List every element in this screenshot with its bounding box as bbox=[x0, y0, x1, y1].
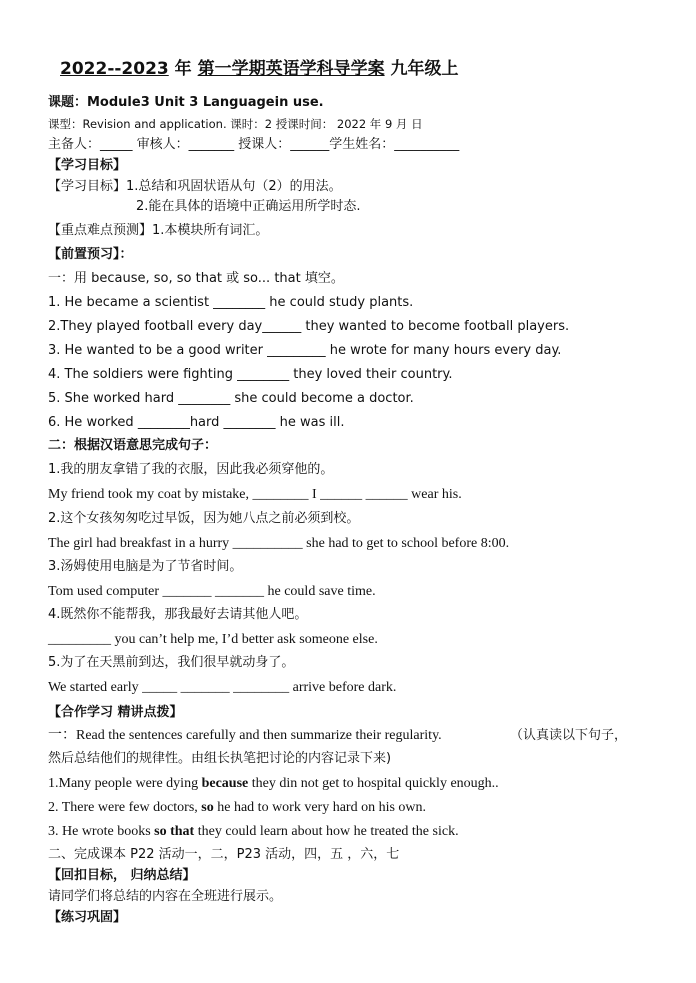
title-year: 2022--2023 bbox=[60, 59, 169, 79]
exercise-item: 3. He wanted to be a good writer _________ he wrote for many hours every day. bbox=[48, 343, 562, 358]
exercise-item: 6. He worked ________hard ________ he was ill. bbox=[48, 415, 345, 430]
keyword: so bbox=[201, 800, 214, 815]
translation-cn: 4.既然你不能帮我，那我最好去请其他人吧。 bbox=[48, 607, 308, 622]
sentence-text: they could learn about how he treated the sick. bbox=[194, 824, 459, 839]
part1-title: 一：用 because, so, so that 或 so... that 填空。 bbox=[48, 271, 344, 286]
exercise-item: 4. The soldiers were fighting ________ they loved their country. bbox=[48, 367, 453, 382]
example-sentence bbox=[48, 775, 499, 793]
review-heading: 【回扣目标， 归纳总结】 bbox=[48, 868, 196, 883]
example-sentence bbox=[48, 823, 459, 841]
title-grade: 九年级上 bbox=[384, 59, 459, 79]
practice-heading: 【练习巩固】 bbox=[48, 910, 127, 925]
example-sentence bbox=[48, 799, 426, 817]
sentence-text: 3. He wrote books bbox=[48, 824, 155, 839]
cooperate-heading: 【合作学习 精讲点拨】 bbox=[48, 705, 183, 720]
page-title bbox=[60, 60, 459, 78]
exercise-item: 1. He became a scientist ________ he could study plants. bbox=[48, 295, 414, 310]
goal-1: 【学习目标】1.总结和巩固状语从句（2）的用法。 bbox=[48, 179, 342, 194]
translation-en: We started early _____ _______ ________ arrive before dark. bbox=[48, 680, 397, 695]
translation-en: _________ you can’t help me, I’d better ask someone else. bbox=[48, 632, 378, 647]
exercise-item: 5. She worked hard ________ she could become a doctor. bbox=[48, 391, 414, 406]
sentence-text: 2. There were few doctors, bbox=[48, 800, 202, 815]
staff-line: 主备人：_____ 审核人：_______ 授课人：______学生姓名：__________ bbox=[48, 137, 460, 152]
title-year-suffix: 年 bbox=[168, 59, 198, 79]
translation-cn: 5.为了在天黑前到达，我们很早就动身了。 bbox=[48, 655, 295, 670]
lesson-type-line: 课型：Revision and application. 课时：2 授课时间： 2022 年 9 月 日 bbox=[48, 117, 423, 131]
cooperate-intro-en: 一：Read the sentences carefully and then summarize their regularity. bbox=[48, 728, 442, 743]
topic-line: 课题：Module3 Unit 3 Languagein use. bbox=[48, 95, 324, 110]
sentence-text: 1.Many people were dying bbox=[48, 776, 202, 791]
translation-cn: 1.我的朋友拿错了我的衣服，因此我必须穿他的。 bbox=[48, 462, 334, 477]
title-semester: 第一学期英语学科导学案 bbox=[197, 59, 385, 79]
textbook-activity: 二、完成课本 P22 活动一，二，P23 活动，四，五 ，六，七 bbox=[48, 847, 400, 862]
preview-heading: 【前置预习】： bbox=[48, 247, 133, 262]
key-points: 【重点难点预测】1.本模块所有词汇。 bbox=[48, 223, 269, 238]
sentence-text: they din not get to hospital quickly enough.. bbox=[248, 776, 499, 791]
cooperate-intro-cn2: 然后总结他们的规律性。由组长执笔把讨论的内容记录下来) bbox=[48, 751, 392, 766]
translation-cn: 3.汤姆使用电脑是为了节省时间。 bbox=[48, 559, 243, 574]
review-body: 请同学们将总结的内容在全班进行展示。 bbox=[48, 889, 283, 904]
goal-2: 2.能在具体的语境中正确运用所学时态. bbox=[136, 199, 361, 214]
translation-cn: 2.这个女孩匆匆吃过早饭，因为她八点之前必须到校。 bbox=[48, 511, 360, 526]
sentence-text: he had to work very hard on his own. bbox=[213, 800, 427, 815]
part2-title: 二：根据汉语意思完成句子： bbox=[48, 438, 218, 453]
keyword: because bbox=[201, 776, 249, 791]
cooperate-intro-cn1: （认真读以下句子， bbox=[510, 728, 628, 743]
keyword: so that bbox=[154, 824, 195, 839]
translation-en: Tom used computer _______ _______ he could save time. bbox=[48, 584, 376, 599]
translation-en: My friend took my coat by mistake, ________ I ______ ______ wear his. bbox=[48, 487, 462, 502]
exercise-item: 2.They played football every day______ they wanted to become football players. bbox=[48, 319, 570, 334]
goals-heading: 【学习目标】 bbox=[48, 158, 127, 173]
translation-en: The girl had breakfast in a hurry __________ she had to get to school before 8:00. bbox=[48, 536, 510, 551]
